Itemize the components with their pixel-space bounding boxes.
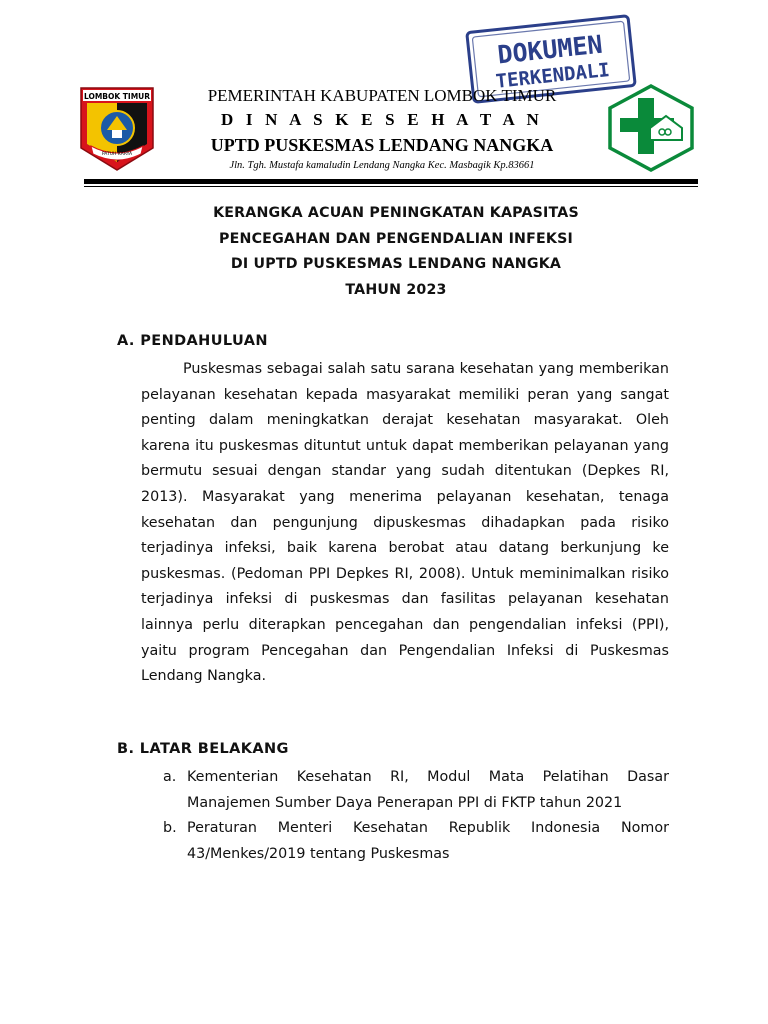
doc-title-year: TAHUN 2023 <box>345 282 447 298</box>
list-item <box>141 765 669 816</box>
section-a-paragraph-text: Puskesmas sebagai salah satu sarana kesehatan yang memberikan pelayanan kesehatan kepada masyarakat memiliki peran yang sangat penting dalam meningkatkan derajat kesehatan masyarakat. Oleh karena itu puskesmas dituntut untuk dapat memberikan pelayanan yang bermutu sesuai dengan standar yang sudah ditentukan (Depkes RI, 2013). Masyarakat yang menerima pelayanan kesehatan, tenaga kesehatan dan pengunjung dipuskesmas dihadapkan pada risiko terjadinya infeksi, baik karena berobat atau datang berkunjung ke puskesmas. (Pedoman PPI Depkes RI, 2008). Untuk meminimalkan risiko terjadinya infeksi di puskesmas dan fasilitas pelayanan kesehatan lainnya perlu diterapkan pencegahan dan pengendalian infeksi (PPI), yaitu program Pencegahan dan Pengendalian Infeksi di Puskesmas Lendang Nangka. <box>141 361 669 685</box>
header-government: PEMERINTAH KABUPATEN LOMBOK TIMUR <box>207 86 557 105</box>
list-item <box>141 816 669 867</box>
header-department: D I N A S K E S E H A T A N <box>220 110 544 129</box>
list-marker: b. <box>163 820 177 836</box>
section-a-heading: A. PENDAHULUAN <box>117 333 268 349</box>
stamp-line2: TERKENDALI <box>494 58 611 93</box>
doc-title-line1: KERANGKA ACUAN PENINGKATAN KAPASITAS <box>213 205 579 221</box>
puskesmas-logo <box>608 84 694 172</box>
doc-title-line3: DI UPTD PUSKESMAS LENDANG NANGKA <box>230 256 562 272</box>
letterhead-rule-thick <box>84 179 698 184</box>
header-unit: UPTD PUSKESMAS LENDANG NANGKA <box>210 135 554 155</box>
lombok-timur-logo <box>79 86 155 172</box>
section-b-heading: B. LATAR BELAKANG <box>117 741 289 757</box>
stamp-line1: DOKUMEN <box>496 29 604 70</box>
logo-top-text: LOMBOK TIMUR <box>83 92 151 101</box>
section-a-paragraph <box>141 357 669 690</box>
doc-title-line2: PENCEGAHAN DAN PENGENDALIAN INFEKSI <box>219 231 573 247</box>
health-cross-house-icon <box>608 84 694 172</box>
list-marker: a. <box>163 769 177 785</box>
logo-ribbon-text: PATUH KARYA <box>101 152 133 157</box>
header-address: Jln. Tgh. Mustafa kamaludin Lendang Nangka Kec. Masbagik Kp.83661 <box>229 160 535 171</box>
list-item-text: Peraturan Menteri Kesehatan Republik Indonesia Nomor 43/Menkes/2019 tentang Puskesmas <box>187 820 669 862</box>
lombok-timur-crest-icon <box>79 86 155 172</box>
letterhead-rule-thin <box>84 186 698 187</box>
list-item-text: Kementerian Kesehatan RI, Modul Mata Pelatihan Dasar Manajemen Sumber Daya Penerapan PPI di FKTP tahun 2021 <box>187 769 669 811</box>
